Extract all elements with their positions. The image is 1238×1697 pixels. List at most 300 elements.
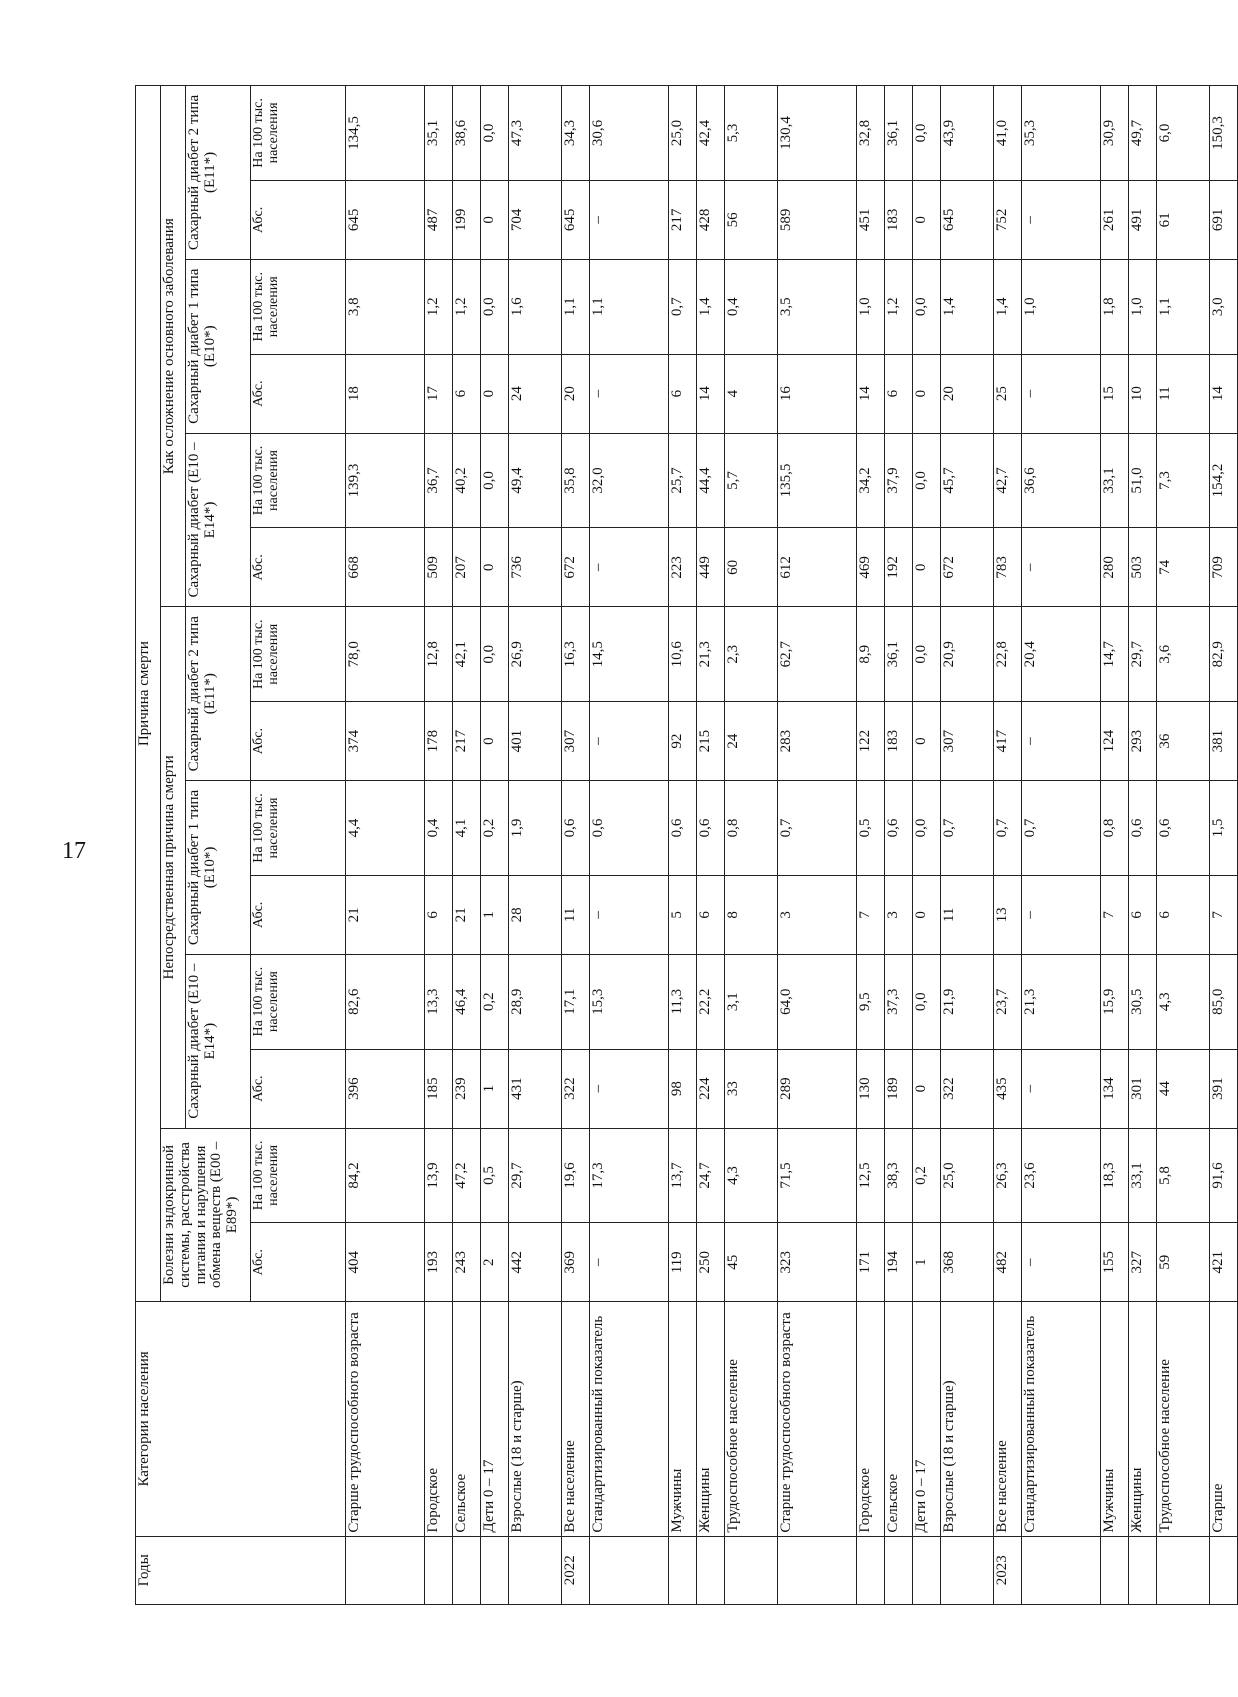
abs-value-cell: 24 (509, 354, 562, 433)
abs-value-cell: 11 (1157, 354, 1210, 433)
abs-value-cell: 417 (994, 702, 1022, 781)
rate-value-cell: 84,2 (346, 1128, 425, 1223)
abs-value-cell: 183 (885, 180, 913, 259)
abs-value-cell: – (1022, 354, 1101, 433)
rate-value-cell: 0,7 (778, 781, 857, 876)
rate-value-cell: 42,1 (453, 607, 481, 702)
rate-value-cell: 130,4 (778, 86, 857, 181)
abs-value-cell: 589 (778, 180, 857, 259)
abs-value-cell: 217 (453, 702, 481, 781)
rate-value-cell: 22,8 (994, 607, 1022, 702)
rate-value-cell: 135,5 (778, 433, 857, 528)
abs-value-cell: 322 (562, 1049, 590, 1128)
category-cell: Старше трудоспособного возраста (778, 1302, 857, 1536)
year-cell (481, 1536, 509, 1604)
rate-value-cell: 1,5 (1210, 781, 1238, 876)
abs-value-cell: 645 (941, 180, 994, 259)
rate-value-cell: 33,1 (1101, 433, 1129, 528)
table-row (913, 86, 941, 1605)
header-per-100k: На 100 тыс. населения (251, 607, 346, 702)
abs-value-cell: 469 (857, 528, 885, 607)
rate-value-cell: 0,6 (1129, 781, 1157, 876)
abs-value-cell: 178 (425, 702, 453, 781)
rate-value-cell: 46,4 (453, 954, 481, 1049)
rate-value-cell: 1,8 (1101, 259, 1129, 354)
abs-value-cell: – (1022, 1049, 1101, 1128)
table-row (857, 86, 885, 1605)
rate-value-cell: 38,3 (885, 1128, 913, 1223)
abs-value-cell: 0 (481, 354, 509, 433)
table-row (562, 86, 590, 1605)
abs-value-cell: 28 (509, 875, 562, 954)
abs-value-cell: 368 (941, 1223, 994, 1302)
header-abs: Абс. (251, 702, 346, 781)
abs-value-cell: 0 (913, 180, 941, 259)
header-dm-all-immediate: Сахарный диабет (E10 – E14*) (186, 954, 251, 1128)
year-cell (941, 1536, 994, 1604)
abs-value-cell: 396 (346, 1049, 425, 1128)
abs-value-cell: 14 (697, 354, 725, 433)
rate-value-cell: 4,3 (725, 1128, 778, 1223)
rate-value-cell: 33,1 (1129, 1128, 1157, 1223)
abs-value-cell: – (590, 528, 669, 607)
abs-value-cell: 280 (1101, 528, 1129, 607)
rate-value-cell: 1,9 (509, 781, 562, 876)
abs-value-cell: 215 (697, 702, 725, 781)
rate-value-cell: 35,3 (1022, 86, 1101, 181)
rate-value-cell: 154,2 (1210, 433, 1238, 528)
abs-value-cell: 0 (481, 180, 509, 259)
rotated-table-container (135, 85, 1226, 1605)
abs-value-cell: 207 (453, 528, 481, 607)
category-cell: Женщины (1129, 1302, 1157, 1536)
abs-value-cell: 60 (725, 528, 778, 607)
rate-value-cell: 28,9 (509, 954, 562, 1049)
rate-value-cell: 5,7 (725, 433, 778, 528)
abs-value-cell: 645 (562, 180, 590, 259)
rate-value-cell: 0,2 (481, 781, 509, 876)
category-cell: Женщины (697, 1302, 725, 1536)
abs-value-cell: 92 (669, 702, 697, 781)
abs-value-cell: 59 (1157, 1223, 1210, 1302)
rate-value-cell: 1,4 (994, 259, 1022, 354)
rate-value-cell: 0,0 (481, 259, 509, 354)
mortality-table (135, 85, 1238, 1605)
year-cell (725, 1536, 778, 1604)
rate-value-cell: 44,4 (697, 433, 725, 528)
rate-value-cell: 0,0 (913, 954, 941, 1049)
rate-value-cell: 3,8 (346, 259, 425, 354)
rate-value-cell: 37,3 (885, 954, 913, 1049)
year-cell (1022, 1536, 1101, 1604)
rate-value-cell: 19,6 (562, 1128, 590, 1223)
rate-value-cell: 34,3 (562, 86, 590, 181)
abs-value-cell: 6 (885, 354, 913, 433)
abs-value-cell: 0 (481, 702, 509, 781)
abs-value-cell: 428 (697, 180, 725, 259)
category-cell: Старше трудоспособного возраста (346, 1302, 425, 1536)
rate-value-cell: 3,5 (778, 259, 857, 354)
rate-value-cell: 13,9 (425, 1128, 453, 1223)
category-cell: Взрослые (18 и старше) (941, 1302, 994, 1536)
rate-value-cell: 0,7 (1022, 781, 1101, 876)
abs-value-cell: 503 (1129, 528, 1157, 607)
rate-value-cell: 14,7 (1101, 607, 1129, 702)
rate-value-cell: 1,0 (1022, 259, 1101, 354)
category-cell: Городское (425, 1302, 453, 1536)
rate-value-cell: 0,0 (481, 433, 509, 528)
category-cell: Сельское (885, 1302, 913, 1536)
rate-value-cell: 47,3 (509, 86, 562, 181)
rate-value-cell: 17,1 (562, 954, 590, 1049)
abs-value-cell: 199 (453, 180, 481, 259)
header-years: Годы (136, 1536, 346, 1604)
abs-value-cell: 431 (509, 1049, 562, 1128)
abs-value-cell: – (1022, 875, 1101, 954)
header-per-100k: На 100 тыс. населения (251, 86, 346, 181)
abs-value-cell: 0 (913, 875, 941, 954)
abs-value-cell: 374 (346, 702, 425, 781)
header-abs: Абс. (251, 354, 346, 433)
rate-value-cell: 0,0 (913, 781, 941, 876)
abs-value-cell: 185 (425, 1049, 453, 1128)
abs-value-cell: 7 (1101, 875, 1129, 954)
rate-value-cell: 1,1 (562, 259, 590, 354)
abs-value-cell: 74 (1157, 528, 1210, 607)
rate-value-cell: 15,9 (1101, 954, 1129, 1049)
rate-value-cell: 7,3 (1157, 433, 1210, 528)
abs-value-cell: 243 (453, 1223, 481, 1302)
rate-value-cell: 2,3 (725, 607, 778, 702)
rate-value-cell: 0,0 (913, 86, 941, 181)
abs-value-cell: 224 (697, 1049, 725, 1128)
abs-value-cell: 171 (857, 1223, 885, 1302)
category-cell: Стандартизированный показатель (590, 1302, 669, 1536)
rate-value-cell: 3,1 (725, 954, 778, 1049)
abs-value-cell: 691 (1210, 180, 1238, 259)
rate-value-cell: 5,3 (725, 86, 778, 181)
rate-value-cell: 24,7 (697, 1128, 725, 1223)
rate-value-cell: 21,9 (941, 954, 994, 1049)
rate-value-cell: 1,2 (885, 259, 913, 354)
table-row (481, 86, 509, 1605)
abs-value-cell: 4 (725, 354, 778, 433)
abs-value-cell: 307 (562, 702, 590, 781)
abs-value-cell: 322 (941, 1049, 994, 1128)
rate-value-cell: 17,3 (590, 1128, 669, 1223)
rate-value-cell: 47,2 (453, 1128, 481, 1223)
table-row (1129, 86, 1157, 1605)
rate-value-cell: 32,0 (590, 433, 669, 528)
abs-value-cell: 21 (346, 875, 425, 954)
abs-value-cell: 369 (562, 1223, 590, 1302)
rate-value-cell: 12,8 (425, 607, 453, 702)
rate-value-cell: 0,6 (697, 781, 725, 876)
category-cell: Взрослые (18 и старше) (509, 1302, 562, 1536)
abs-value-cell: 261 (1101, 180, 1129, 259)
abs-value-cell: 391 (1210, 1049, 1238, 1128)
rate-value-cell: 139,3 (346, 433, 425, 528)
abs-value-cell: 6 (697, 875, 725, 954)
rate-value-cell: 0,0 (913, 433, 941, 528)
rate-value-cell: 1,0 (1129, 259, 1157, 354)
table-row (1157, 86, 1210, 1605)
abs-value-cell: 404 (346, 1223, 425, 1302)
rate-value-cell: 51,0 (1129, 433, 1157, 528)
abs-value-cell: 752 (994, 180, 1022, 259)
rate-value-cell: 14,5 (590, 607, 669, 702)
rate-value-cell: 25,0 (941, 1128, 994, 1223)
rate-value-cell: 6,0 (1157, 86, 1210, 181)
rate-value-cell: 64,0 (778, 954, 857, 1049)
abs-value-cell: 6 (425, 875, 453, 954)
rate-value-cell: 1,1 (1157, 259, 1210, 354)
abs-value-cell: 301 (1129, 1049, 1157, 1128)
category-cell: Стандартизированный показатель (1022, 1302, 1101, 1536)
abs-value-cell: 672 (941, 528, 994, 607)
rate-value-cell: 25,7 (669, 433, 697, 528)
rate-value-cell: 20,9 (941, 607, 994, 702)
abs-value-cell: 491 (1129, 180, 1157, 259)
table-row (1101, 86, 1129, 1605)
abs-value-cell: 122 (857, 702, 885, 781)
abs-value-cell: 482 (994, 1223, 1022, 1302)
rate-value-cell: 82,9 (1210, 607, 1238, 702)
abs-value-cell: – (590, 875, 669, 954)
rate-value-cell: 23,6 (1022, 1128, 1101, 1223)
abs-value-cell: 401 (509, 702, 562, 781)
rate-value-cell: 20,4 (1022, 607, 1101, 702)
abs-value-cell: 1 (481, 875, 509, 954)
rate-value-cell: 15,3 (590, 954, 669, 1049)
year-cell (885, 1536, 913, 1604)
table-row (346, 86, 425, 1605)
rate-value-cell: 13,7 (669, 1128, 697, 1223)
abs-value-cell: 124 (1101, 702, 1129, 781)
abs-value-cell: – (590, 180, 669, 259)
category-cell: Все население (994, 1302, 1022, 1536)
rate-value-cell: 30,5 (1129, 954, 1157, 1049)
abs-value-cell: 239 (453, 1049, 481, 1128)
category-cell: Сельское (453, 1302, 481, 1536)
rate-value-cell: 0,0 (913, 259, 941, 354)
rate-value-cell: 0,6 (669, 781, 697, 876)
category-cell: Трудоспособное население (1157, 1302, 1210, 1536)
table-row (725, 86, 778, 1605)
year-cell (1157, 1536, 1210, 1604)
rate-value-cell: 23,7 (994, 954, 1022, 1049)
year-cell: 2022 (562, 1536, 590, 1604)
abs-value-cell: 17 (425, 354, 453, 433)
header-abs: Абс. (251, 528, 346, 607)
rate-value-cell: 49,4 (509, 433, 562, 528)
abs-value-cell: 451 (857, 180, 885, 259)
year-cell (425, 1536, 453, 1604)
abs-value-cell: 3 (885, 875, 913, 954)
table-row (590, 86, 669, 1605)
rate-value-cell: 26,9 (509, 607, 562, 702)
abs-value-cell: 0 (481, 528, 509, 607)
abs-value-cell: 11 (562, 875, 590, 954)
rate-value-cell: 41,0 (994, 86, 1022, 181)
rate-value-cell: 12,5 (857, 1128, 885, 1223)
rate-value-cell: 4,3 (1157, 954, 1210, 1049)
rate-value-cell: 11,3 (669, 954, 697, 1049)
table-row (509, 86, 562, 1605)
table-row (1210, 86, 1238, 1605)
abs-value-cell: – (1022, 528, 1101, 607)
abs-value-cell: 61 (1157, 180, 1210, 259)
header-dm-all-complication: Сахарный диабет (E10 – E14*) (186, 433, 251, 607)
abs-value-cell: 8 (725, 875, 778, 954)
rate-value-cell: 62,7 (778, 607, 857, 702)
abs-value-cell: 449 (697, 528, 725, 607)
rate-value-cell: 0,7 (994, 781, 1022, 876)
rate-value-cell: 37,9 (885, 433, 913, 528)
year-cell (453, 1536, 481, 1604)
rate-value-cell: 10,6 (669, 607, 697, 702)
abs-value-cell: 704 (509, 180, 562, 259)
year-cell (590, 1536, 669, 1604)
abs-value-cell: 1 (913, 1223, 941, 1302)
rate-value-cell: 40,2 (453, 433, 481, 528)
abs-value-cell: 1 (481, 1049, 509, 1128)
rate-value-cell: 45,7 (941, 433, 994, 528)
rate-value-cell: 36,7 (425, 433, 453, 528)
rate-value-cell: 1,2 (425, 259, 453, 354)
abs-value-cell: 509 (425, 528, 453, 607)
abs-value-cell: 13 (994, 875, 1022, 954)
abs-value-cell: 194 (885, 1223, 913, 1302)
table-row (941, 86, 994, 1605)
rate-value-cell: 4,1 (453, 781, 481, 876)
rate-value-cell: 1,4 (941, 259, 994, 354)
rate-value-cell: 0,4 (725, 259, 778, 354)
rate-value-cell: 82,6 (346, 954, 425, 1049)
year-cell: 2023 (994, 1536, 1022, 1604)
rate-value-cell: 43,9 (941, 86, 994, 181)
rate-value-cell: 0,2 (913, 1128, 941, 1223)
rate-value-cell: 35,8 (562, 433, 590, 528)
abs-value-cell: 672 (562, 528, 590, 607)
header-dm1-complication: Сахарный диабет 1 типа (E10*) (186, 259, 251, 433)
rate-value-cell: 0,5 (481, 1128, 509, 1223)
header-per-100k: На 100 тыс. населения (251, 259, 346, 354)
rate-value-cell: 1,0 (857, 259, 885, 354)
category-cell: Дети 0 – 17 (481, 1302, 509, 1536)
rate-value-cell: 9,5 (857, 954, 885, 1049)
year-cell (913, 1536, 941, 1604)
abs-value-cell: 14 (857, 354, 885, 433)
rate-value-cell: 91,6 (1210, 1128, 1238, 1223)
rate-value-cell: 29,7 (1129, 607, 1157, 702)
category-cell: Дети 0 – 17 (913, 1302, 941, 1536)
rate-value-cell: 150,3 (1210, 86, 1238, 181)
abs-value-cell: 24 (725, 702, 778, 781)
table-row (778, 86, 857, 1605)
abs-value-cell: 736 (509, 528, 562, 607)
abs-value-cell: 119 (669, 1223, 697, 1302)
rate-value-cell: 30,9 (1101, 86, 1129, 181)
abs-value-cell: 783 (994, 528, 1022, 607)
header-dm2-immediate: Сахарный диабет 2 типа (E11*) (186, 607, 251, 781)
abs-value-cell: 16 (778, 354, 857, 433)
header-per-100k: На 100 тыс. населения (251, 781, 346, 876)
year-cell (1210, 1536, 1238, 1604)
abs-value-cell: 193 (425, 1223, 453, 1302)
category-cell: Мужчины (1101, 1302, 1129, 1536)
abs-value-cell: 189 (885, 1049, 913, 1128)
abs-value-cell: 487 (425, 180, 453, 259)
rate-value-cell: 0,6 (562, 781, 590, 876)
header-dm1-immediate: Сахарный диабет 1 типа (E10*) (186, 781, 251, 955)
abs-value-cell: 323 (778, 1223, 857, 1302)
rate-value-cell: 0,8 (725, 781, 778, 876)
rate-value-cell: 34,2 (857, 433, 885, 528)
abs-value-cell: 3 (778, 875, 857, 954)
rate-value-cell: 21,3 (697, 607, 725, 702)
rate-value-cell: 1,4 (697, 259, 725, 354)
abs-value-cell: 192 (885, 528, 913, 607)
abs-value-cell: 44 (1157, 1049, 1210, 1128)
category-cell: Мужчины (669, 1302, 697, 1536)
abs-value-cell: 0 (913, 354, 941, 433)
abs-value-cell: 36 (1157, 702, 1210, 781)
table-row (697, 86, 725, 1605)
header-complication: Как осложнение основного заболевания (161, 86, 186, 607)
rate-value-cell: 78,0 (346, 607, 425, 702)
header-per-100k: На 100 тыс. населения (251, 433, 346, 528)
abs-value-cell: 668 (346, 528, 425, 607)
abs-value-cell: 33 (725, 1049, 778, 1128)
rate-value-cell: 26,3 (994, 1128, 1022, 1223)
header-per-100k: На 100 тыс. населения (251, 1128, 346, 1223)
abs-value-cell: – (590, 354, 669, 433)
abs-value-cell: – (1022, 180, 1101, 259)
table-row (453, 86, 481, 1605)
rate-value-cell: 22,2 (697, 954, 725, 1049)
table-row (425, 86, 453, 1605)
table-row (1022, 86, 1101, 1605)
abs-value-cell: 709 (1210, 528, 1238, 607)
table-row (994, 86, 1022, 1605)
rate-value-cell: 4,4 (346, 781, 425, 876)
abs-value-cell: 130 (857, 1049, 885, 1128)
abs-value-cell: 183 (885, 702, 913, 781)
year-cell (697, 1536, 725, 1604)
rate-value-cell: 36,1 (885, 607, 913, 702)
rate-value-cell: 25,0 (669, 86, 697, 181)
year-cell (778, 1536, 857, 1604)
rate-value-cell: 0,6 (590, 781, 669, 876)
rate-value-cell: 49,7 (1129, 86, 1157, 181)
rate-value-cell: 36,6 (1022, 433, 1101, 528)
abs-value-cell: 381 (1210, 702, 1238, 781)
abs-value-cell: 250 (697, 1223, 725, 1302)
abs-value-cell: 223 (669, 528, 697, 607)
header-cause-of-death: Причина смерти (136, 86, 161, 1302)
header-abs: Абс. (251, 180, 346, 259)
abs-value-cell: 421 (1210, 1223, 1238, 1302)
rate-value-cell: 35,1 (425, 86, 453, 181)
abs-value-cell: 307 (941, 702, 994, 781)
year-cell (1129, 1536, 1157, 1604)
abs-value-cell: 442 (509, 1223, 562, 1302)
abs-value-cell: 0 (913, 528, 941, 607)
year-cell (857, 1536, 885, 1604)
abs-value-cell: 6 (1157, 875, 1210, 954)
rate-value-cell: 0,8 (1101, 781, 1129, 876)
